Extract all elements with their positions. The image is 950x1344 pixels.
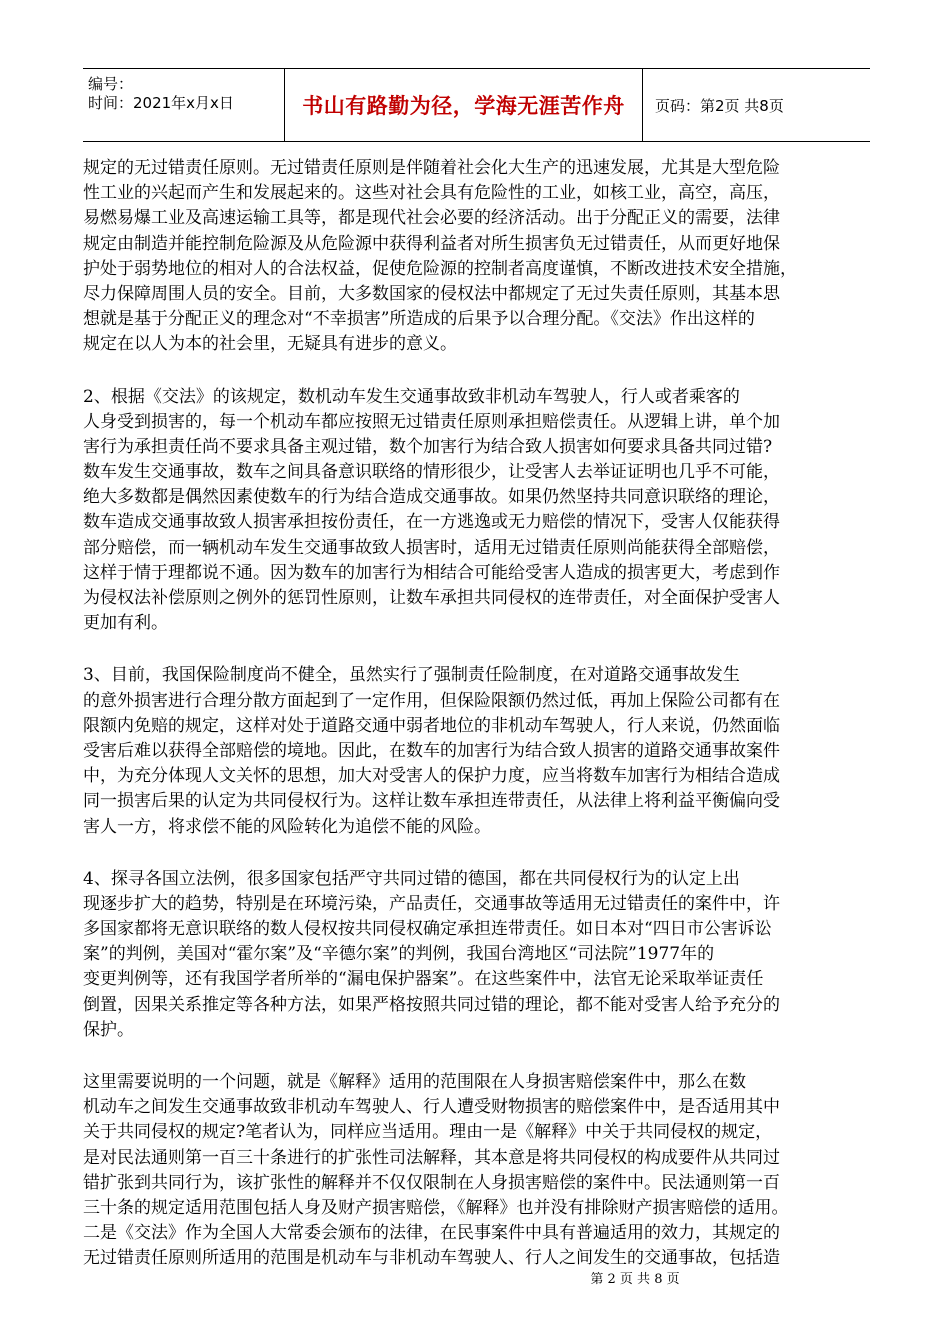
page-header [83,68,870,142]
paragraph [83,867,870,1043]
paragraph [83,1070,870,1272]
text-line: 中，为充分体现人文关怀的思想，加大对受害人的保护力度，应当将数车加害行为相结合造成 [83,766,780,787]
text-line: 更加有利。 [83,613,168,634]
text-line: 机动车之间发生交通事故致非机动车驾驶人、行人遭受财物损害的赔偿案件中，是否适用其中 [83,1097,780,1118]
text-line: 保护。 [83,1019,134,1040]
text-line: 关于共同侵权的规定?笔者认为，同样应当适用。理由一是《解释》中关于共同侵权的规定， [83,1122,773,1143]
text-line: 性工业的兴起而产生和发展起来的。这些对社会具有危险性的工业，如核工业，高空，高压， [83,183,780,204]
document-body [83,156,870,1272]
text-line: 数车发生交通事故，数车之间具备意识联络的情形很少，让受害人去举证证明也几乎不可能， [83,462,780,483]
text-line: 绝大多数都是偶然因素使数车的行为结合造成交通事故。如果仍然坚持共同意识联络的理论， [83,487,780,508]
text-line: 受害后难以获得全部赔偿的境地。因此，在数车的加害行为结合致人损害的道路交通事故案件 [83,740,780,761]
text-line: 3、目前，我国保险制度尚不健全，虽然实行了强制责任险制度，在对道路交通事故发生 [83,665,740,686]
text-line: 想就是基于分配正义的理念对“不幸损害”所造成的后果予以合理分配。《交法》作出这样的 [83,309,755,330]
text-line: 现逐步扩大的趋势，特别是在环境污染，产品责任，交通事故等适用无过错责任的案件中，许 [83,893,780,914]
text-line: 这样于情于理都说不通。因为数车的加害行为相结合可能给受害人造成的损害更大，考虑到作 [83,562,780,583]
text-line: 变更判例等，还有我国学者所举的“漏电保护器案”。在这些案件中，法官无论采取举证责任 [83,969,764,990]
paragraph-gap [83,636,870,663]
footer-page-number: 第 2 页 共 8 页 [590,1272,680,1287]
text-line: 无过错责任原则所适用的范围是机动车与非机动车驾驶人、行人之间发生的交通事故，包括造 [83,1248,780,1269]
text-line: 尽力保障周围人员的安全。目前，大多数国家的侵权法中都规定了无过失责任原则，其基本思 [83,283,780,304]
text-line: 同一损害后果的认定为共同侵权行为。这样让数车承担连带责任，从法律上将利益平衡偏向受 [83,791,780,812]
text-line: 是对民法通则第一百三十条进行的扩张性司法解释，其本意是将共同侵权的构成要件从共同过 [83,1147,780,1168]
text-line: 案”的判例，美国对“霍尔案”及“辛德尔案”的判例，我国台湾地区“司法院”1977年的 [83,944,715,965]
page-footer [0,1268,950,1287]
document-number-label: 编号： [88,75,134,93]
header-meta-cell [83,69,285,141]
text-line: 护处于弱势地位的相对人的合法权益，促使危险源的控制者高度谨慎，不断改进技术安全措施， [83,258,797,279]
paragraph [83,156,870,358]
text-line: 限额内免赔的规定，这样对处于道路交通中弱者地位的非机动车驾驶人，行人来说，仍然面临 [83,715,780,736]
header-page-cell [643,69,870,141]
text-line: 害行为承担责任尚不要求具备主观过错，数个加害行为结合致人损害如何要求具备共同过错? [83,436,773,457]
text-line: 规定由制造并能控制危险源及从危险源中获得利益者对所生损害负无过错责任，从而更好地保 [83,233,780,254]
text-line: 三十条的规定适用范围包括人身及财产损害赔偿，《解释》也并没有排除财产损害赔偿的适用。 [83,1197,789,1218]
paragraph-gap [83,1043,870,1070]
text-line: 人身受到损害的，每一个机动车都应按照无过错责任原则承担赔偿责任。从逻辑上讲，单个加 [83,411,780,432]
paragraph-gap [83,840,870,867]
text-line: 二是《交法》作为全国人大常委会颁布的法律，在民事案件中具有普遍适用的效力，其规定的 [83,1223,780,1244]
text-line: 错扩张到共同行为，该扩张性的解释并不仅仅限制在人身损害赔偿的案件中。民法通则第一百 [83,1172,780,1193]
text-line: 倒置，因果关系推定等各种方法，如果严格按照共同过错的理论，都不能对受害人给予充分的 [83,994,780,1015]
text-line: 4、探寻各国立法例，很多国家包括严守共同过错的德国，都在共同侵权行为的认定上出 [83,868,740,889]
text-line: 多国家都将无意识联络的数人侵权按共同侵权确定承担连带责任。如日本对“四日市公害诉讼 [83,919,772,940]
text-line: 易燃易爆工业及高速运输工具等，都是现代社会必要的经济活动。出于分配正义的需要，法律 [83,208,780,229]
text-line: 规定的无过错责任原则。无过错责任原则是伴随着社会化大生产的迅速发展，尤其是大型危险 [83,158,780,178]
paragraph-gap [83,358,870,385]
motto-text: 书山有路勤为径，学海无涯苦作舟 [302,94,625,118]
text-line: 部分赔偿，而一辆机动车发生交通事故致人损害时，适用无过错责任原则尚能获得全部赔偿， [83,537,780,558]
text-line: 2、根据《交法》的该规定，数机动车发生交通事故致非机动车驾驶人，行人或者乘客的 [83,386,740,407]
paragraph [83,385,870,637]
header-motto-cell [285,69,643,141]
text-line: 数车造成交通事故致人损害承担按份责任，在一方逃逸或无力赔偿的情况下，受害人仅能获得 [83,512,780,533]
text-line: 为侵权法补偿原则之例外的惩罚性原则，让数车承担共同侵权的连带责任，对全面保护受害人 [83,588,780,608]
text-line: 规定在以人为本的社会里，无疑具有进步的意义。 [83,334,457,355]
paragraph [83,663,870,839]
header-page-info: 页码：第2页 共8页 [655,96,784,115]
document-date-label: 时间：2021年x月x日 [88,94,234,112]
text-line: 害人一方，将求偿不能的风险转化为追偿不能的风险。 [83,816,491,837]
text-line: 这里需要说明的一个问题，就是《解释》适用的范围限在人身损害赔偿案件中，那么在数 [83,1072,746,1092]
text-line: 的意外损害进行合理分散方面起到了一定作用，但保险限额仍然过低，再加上保险公司都有在 [83,690,780,711]
